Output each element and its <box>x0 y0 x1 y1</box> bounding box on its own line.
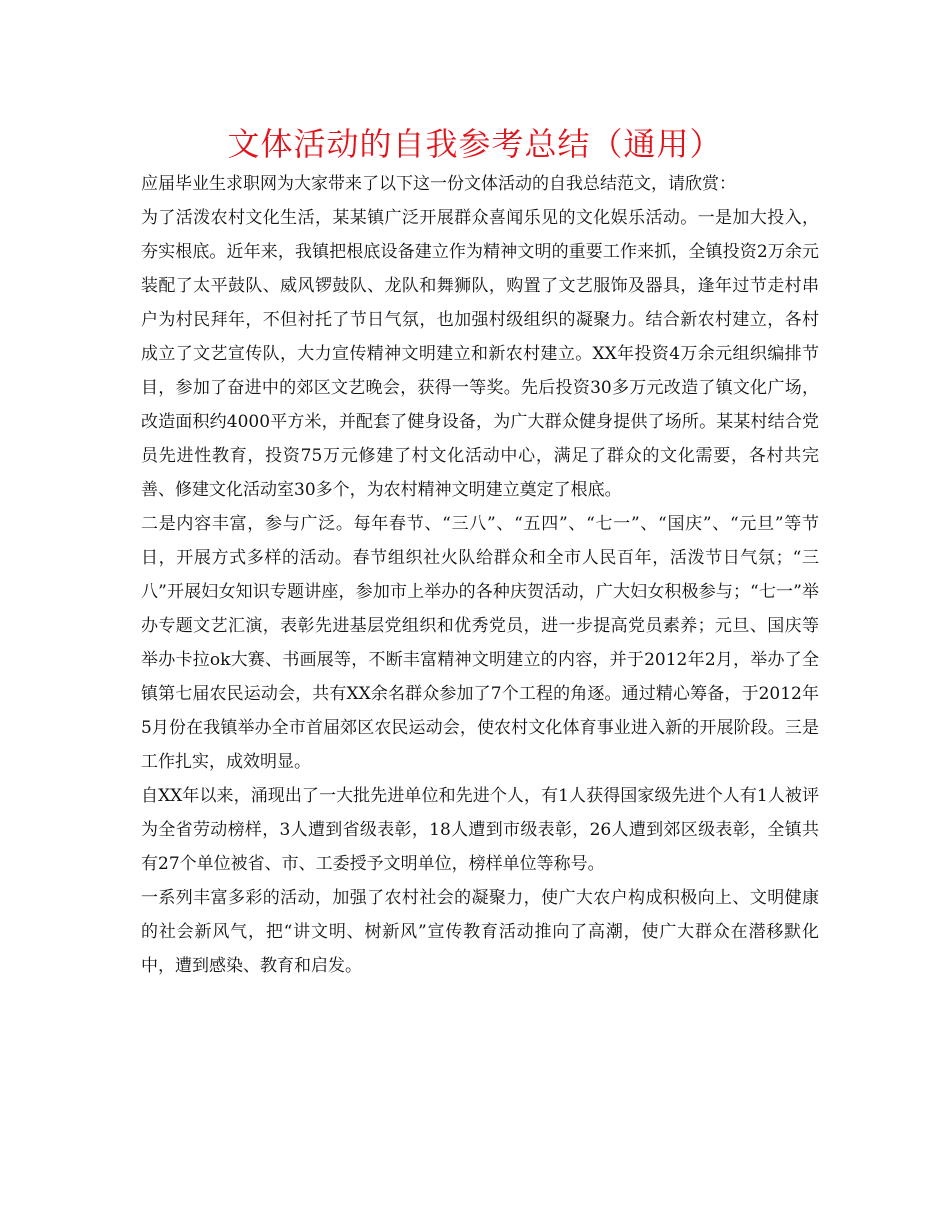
paragraph-conclusion: 一系列丰富多彩的活动，加强了农村社会的凝聚力，使广大农户构成积极向上、文明健康的社会新风气，把“讲文明、树新风”宣传教育活动推向了高潮，使广大群众在潜移默化中，遭到感染、教育和启发。 <box>141 888 819 976</box>
document-title: 文体活动的自我参考总结（通用） <box>227 125 723 163</box>
paragraph-intro: 应届毕业生求职网为大家带来了以下这一份文体活动的自我总结范文，请欣赏： <box>141 174 736 194</box>
paragraph-investment: 为了活泼农村文化生活，某某镇广泛开展群众喜闻乐见的文化娱乐活动。一是加大投入，夯实根底。近年来，我镇把根底设备建立作为精神文明的重要工作来抓，全镇投资2万余元装配了太平鼓队、威风锣鼓队、龙队和舞狮队，购置了文艺服饰及器具，逢年过节走村串户为村民拜年，不但衬托了节日气氛，也加强村级组织的凝聚力。结合新农村建立，各村成立了文艺宣传队，大力宣传精神文明建立和新农村建立。XX年投资4万余元组织编排节目，参加了奋进中的郊区文艺晚会，获得一等奖。先后投资30多万元改造了镇文化广场，改造面积约4000平方米，并配套了健身设备，为广大群众健身提供了场所。某某村结合党员先进性教育，投资75万元修建了村文化活动中心，满足了群众的文化需要，各村共完善、修建文化活动室30多个，为农村精神文明建立奠定了根底。 <box>141 208 819 500</box>
paragraph-achievements: 自XX年以来，涌现出了一大批先进单位和先进个人，有1人获得国家级先进个人有1人被评为全省劳动榜样，3人遭到省级表彰，18人遭到市级表彰，26人遭到郊区级表彰，全镇共有27个单位被省、市、工委授予文明单位，榜样单位等称号。 <box>141 786 819 874</box>
document-body <box>141 167 819 983</box>
paragraph-activities: 二是内容丰富，参与广泛。每年春节、“三八”、“五四”、“七一”、“国庆”、“元旦”等节日，开展方式多样的活动。春节组织社火队给群众和全市人民百年，活泼节日气氛；“三八”开展妇女知识专题讲座，参加市上举办的各种庆贺活动，广大妇女积极参与；“七一”举办专题文艺汇演，表彰先进基层党组织和优秀党员，进一步提高党员素养；元旦、国庆等举办卡拉ok大赛、书画展等，不断丰富精神文明建立的内容，并于2012年2月，举办了全镇第七届农民运动会，共有XX余名群众参加了7个工程的角逐。通过精心筹备，于2012年5月份在我镇举办全市首届郊区农民运动会，使农村文化体育事业进入新的开展阶段。三是工作扎实，成效明显。 <box>141 514 819 772</box>
